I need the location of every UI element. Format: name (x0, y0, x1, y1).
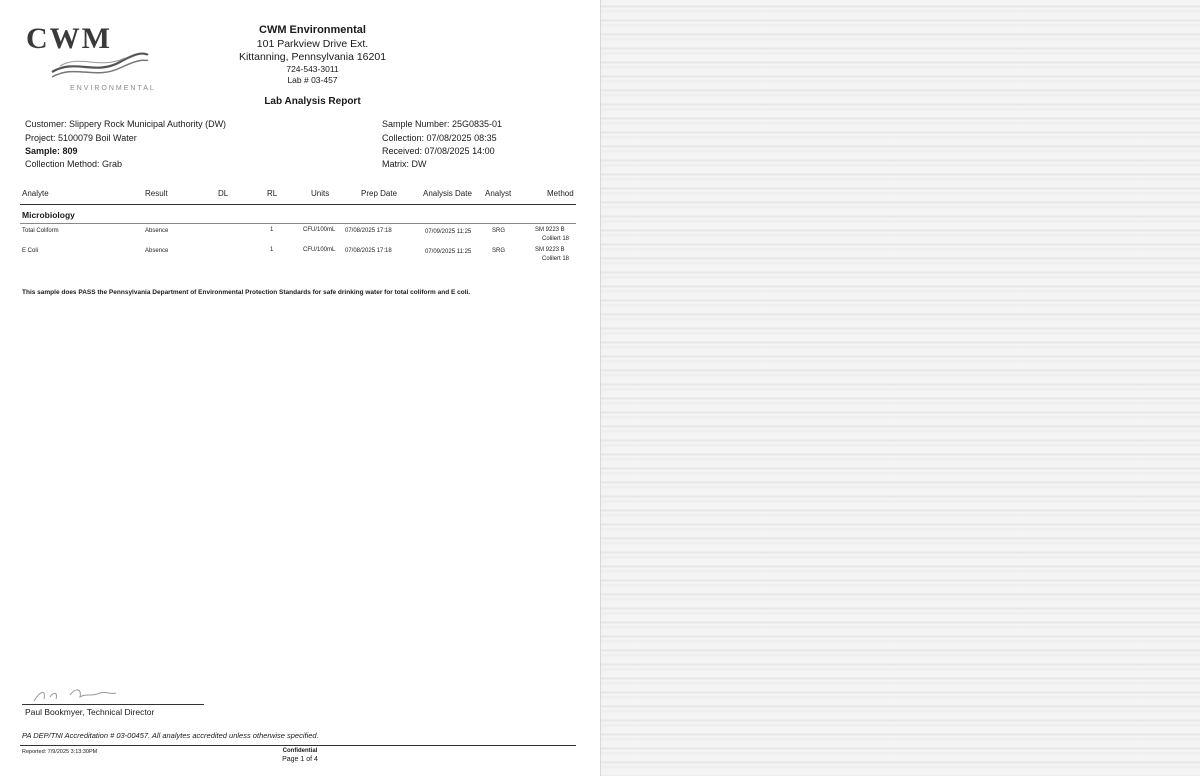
cell-prep-date: 07/08/2025 17:18 (345, 248, 392, 254)
signature-line (22, 704, 204, 705)
cell-method: SM 9223 B (535, 227, 565, 233)
cell-units: CFU/100mL (303, 227, 336, 233)
cell-analysis-date: 07/09/2025 11:25 (425, 229, 472, 235)
collection-field: Collection: 07/08/2025 08:35 (382, 133, 497, 143)
col-header-analysis-date: Analysis Date (423, 189, 472, 198)
col-header-analyte: Analyte (22, 189, 49, 198)
table-header-rule (20, 204, 576, 205)
logo-waves-icon (50, 50, 150, 80)
col-header-method: Method (547, 189, 574, 198)
col-header-units: Units (311, 189, 330, 198)
cell-prep-date: 07/08/2025 17:18 (345, 228, 392, 234)
cell-result: Absence (145, 228, 169, 234)
collection-method-field: Collection Method: Grab (25, 159, 123, 169)
pass-statement: This sample does PASS the Pennsylvania Department of Environmental Protection Standards for safe drinking water for total coliform and E coli. (22, 289, 471, 296)
signatory-name: Paul Bookmyer, Technical Director (25, 707, 155, 717)
cell-method-detail: Colilert 18 (542, 236, 570, 242)
company-phone: 724-543-3011 (286, 64, 339, 74)
received-field: Received: 07/08/2025 14:00 (382, 146, 495, 156)
cell-units: CFU/100mL (303, 247, 336, 253)
cell-analyst: SRG (492, 228, 506, 234)
section-rule (20, 223, 576, 224)
page-number: Page 1 of 4 (282, 756, 318, 763)
cell-analyst: SRG (492, 248, 506, 254)
blank-page-preview (600, 0, 1200, 776)
col-header-rl: RL (267, 189, 278, 198)
sample-field: Sample: 809 (25, 146, 78, 156)
footer-rule (20, 745, 576, 746)
company-logo: CWM (26, 22, 112, 55)
cell-rl: 1 (270, 227, 274, 233)
cell-analysis-date: 07/09/2025 11:25 (425, 249, 472, 255)
cell-analyte: E Coli (22, 248, 39, 254)
cell-method: SM 9223 B (535, 247, 565, 253)
report-title: Lab Analysis Report (264, 96, 361, 107)
cell-analyte: Total Coliform (22, 228, 59, 234)
company-address-line2: Kittanning, Pennsylvania 16201 (238, 51, 387, 63)
customer-field: Customer: Slippery Rock Municipal Authority (DW) (25, 119, 227, 129)
lab-number: Lab # 03-457 (287, 75, 338, 85)
company-name: CWM Environmental (259, 24, 366, 36)
matrix-field: Matrix: DW (382, 159, 427, 169)
confidential-label: Confidential (282, 748, 318, 754)
project-field: Project: 5100079 Boil Water (25, 133, 137, 143)
accreditation-note: PA DEP/TNI Accreditation # 03-00457. All analytes accredited unless otherwise specified. (22, 731, 319, 740)
reported-timestamp: Reported: 7/9/2025 3:13:30PM (22, 749, 98, 755)
section-title: Microbiology (22, 210, 75, 220)
col-header-analyst: Analyst (485, 189, 512, 198)
company-address-line1: 101 Parkview Drive Ext. (256, 38, 369, 50)
col-header-result: Result (145, 189, 168, 198)
cell-method-detail: Colilert 18 (542, 256, 570, 262)
col-header-prep-date: Prep Date (361, 189, 398, 198)
cell-result: Absence (145, 248, 169, 254)
sample-number-field: Sample Number: 25G0835-01 (382, 119, 503, 129)
logo-subtitle: ENVIRONMENTAL (70, 85, 156, 92)
col-header-dl: DL (218, 189, 229, 198)
report-page (0, 0, 598, 776)
cell-rl: 1 (270, 247, 274, 253)
